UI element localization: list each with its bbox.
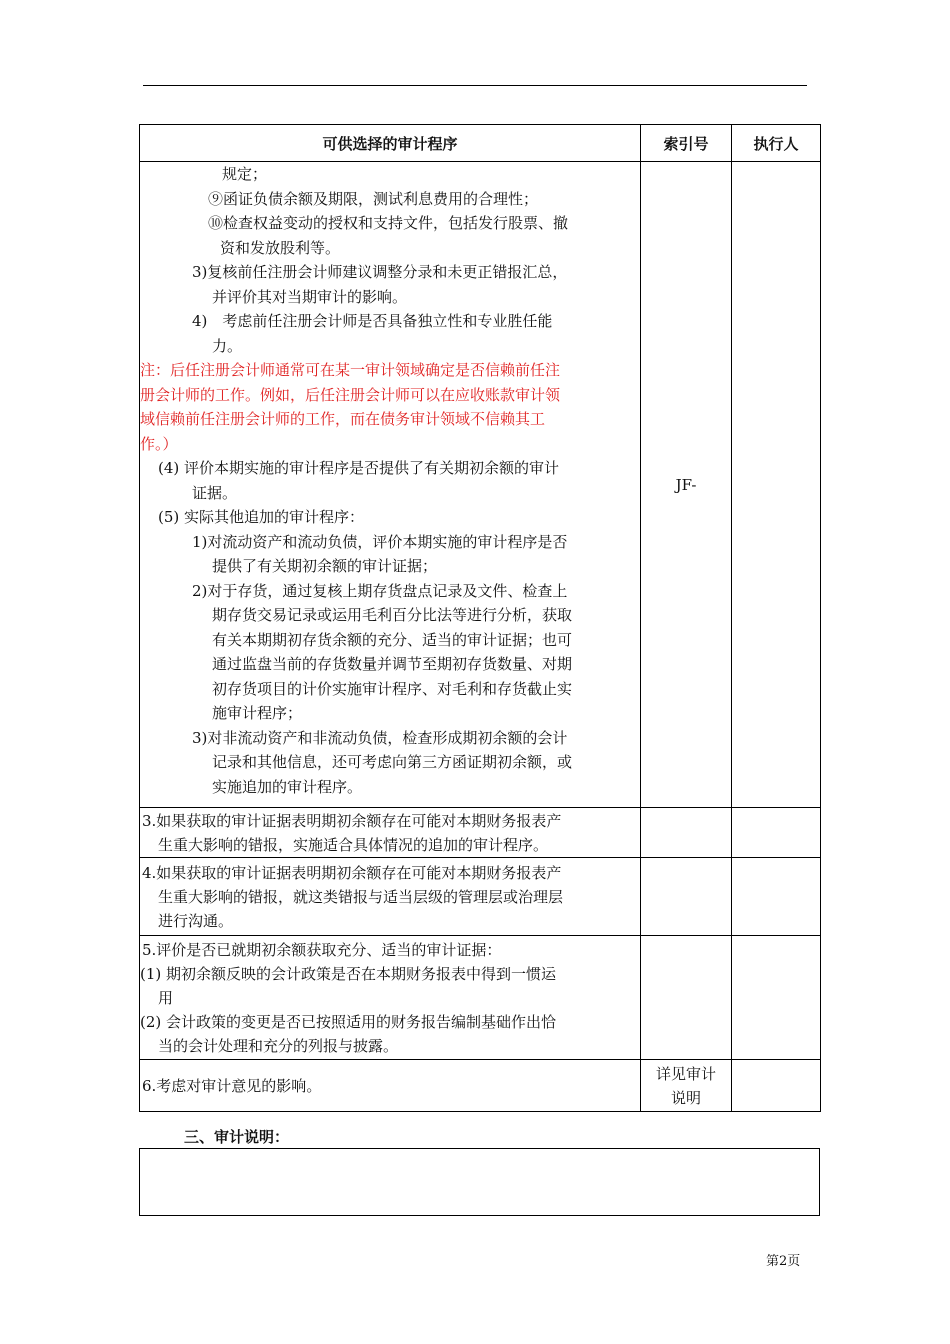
index-cell [641,858,732,936]
procedure-line: 6.考虑对审计意见的影响。 [142,1076,322,1095]
audit-notes-title: 三、审计说明： [184,1128,290,1146]
procedure-line: (5) 实际其他追加的审计程序： [158,508,365,526]
procedure-line: 用 [158,988,174,1007]
note-line: 册会计师的工作。例如，后任注册会计师可以在应收账款审计领 [140,385,561,404]
note-line: 作。） [140,434,178,453]
procedure-line: (4) 评价本期实施的审计程序是否提供了有关期初余额的审计 [158,459,560,477]
procedure-line: 证据。 [192,483,238,502]
table-row [140,162,821,808]
procedure-line: 生重大影响的错报，就这类错报与适当层级的管理层或治理层 [158,887,564,906]
executor-cell [732,808,821,858]
procedure-line: 并评价其对当期审计的影响。 [212,287,408,306]
audit-procedure-table [139,124,821,1112]
procedure-line: ⑩检查权益变动的授权和支持文件，包括发行股票、撤 [208,214,569,232]
index-cell [641,162,732,808]
procedure-line: 实施追加的审计程序。 [212,777,363,796]
procedure-line: 生重大影响的错报，实施适合具体情况的追加的审计程序。 [158,835,549,854]
procedure-line: 施审计程序； [212,704,303,722]
table-header-row [140,125,821,162]
table-row [140,858,821,936]
procedure-line: 进行沟通。 [158,911,234,930]
index-number: JF- [675,475,697,494]
procedure-line: 3.如果获取的审计证据表明期初余额存在可能对本期财务报表产 [142,811,562,830]
procedure-cell [140,858,641,936]
header-procedure: 可供选择的审计程序 [140,125,641,162]
procedure-line: 1)对流动资产和流动负债，评价本期实施的审计程序是否 [192,532,568,551]
index-line: 详见审计 [655,1064,716,1083]
header-rule [143,85,807,86]
procedure-line: 提供了有关期初余额的审计证据； [212,557,438,575]
procedure-line: 3)复核前任注册会计师建议调整分录和未更正错报汇总， [192,263,568,281]
page-number: 第2页 [766,1254,801,1269]
procedure-line: (2) 会计政策的变更是否已按照适用的财务报告编制基础作出恰 [140,1012,557,1031]
procedure-line: 当的会计处理和充分的列报与披露。 [158,1036,399,1055]
index-cell [641,936,732,1060]
executor-cell [732,936,821,1060]
audit-notes-box [139,1148,820,1216]
header-index: 索引号 [641,125,732,162]
procedure-line: 2)对于存货，通过复核上期存货盘点记录及文件、检查上 [192,581,568,600]
procedure-line: 期存货交易记录或运用毛利百分比法等进行分析，获取 [212,606,573,624]
procedure-line: ⑨函证负债余额及期限，测试利息费用的合理性； [208,189,539,208]
procedure-cell [140,162,641,808]
procedure-line: 3)对非流动资产和非流动负债，检查形成期初余额的会计 [192,728,568,747]
procedure-cell [140,936,641,1060]
procedure-line: 5.评价是否已就期初余额获取充分、适当的审计证据： [142,940,502,959]
procedure-cell [140,808,641,858]
index-line: 说明 [670,1088,701,1107]
index-cell [641,1060,732,1112]
note-line: 域信赖前任注册会计师的工作，而在债务审计领域不信赖其工 [140,410,546,428]
note-line: 注：后任注册会计师通常可在某一审计领域确定是否信赖前任注 [140,361,561,379]
procedure-line: (1) 期初余额反映的会计政策是否在本期财务报表中得到一惯运 [140,964,557,983]
procedure-cell [140,1060,641,1112]
procedure-line: 有关本期期初存货余额的充分、适当的审计证据；也可 [212,630,573,649]
table-row [140,936,821,1060]
executor-cell [732,162,821,808]
procedure-line: 通过监盘当前的存货数量并调节至期初存货数量、对期 [212,655,573,673]
index-cell [641,808,732,858]
procedure-line: 初存货项目的计价实施审计程序、对毛利和存货截止实 [212,679,573,698]
procedure-line: 4) 考虑前任注册会计师是否具备独立性和专业胜任能 [192,312,553,330]
executor-cell [732,858,821,936]
executor-cell [732,1060,821,1112]
table-row [140,1060,821,1112]
procedure-line: 资和发放股利等。 [220,238,341,257]
procedure-line: 力。 [212,336,243,355]
procedure-line: 4.如果获取的审计证据表明期初余额存在可能对本期财务报表产 [142,863,562,882]
procedure-line: 规定； [222,165,268,183]
procedure-line: 记录和其他信息，还可考虑向第三方函证期初余额，或 [212,753,573,771]
header-executor: 执行人 [732,125,821,162]
table-row [140,808,821,858]
